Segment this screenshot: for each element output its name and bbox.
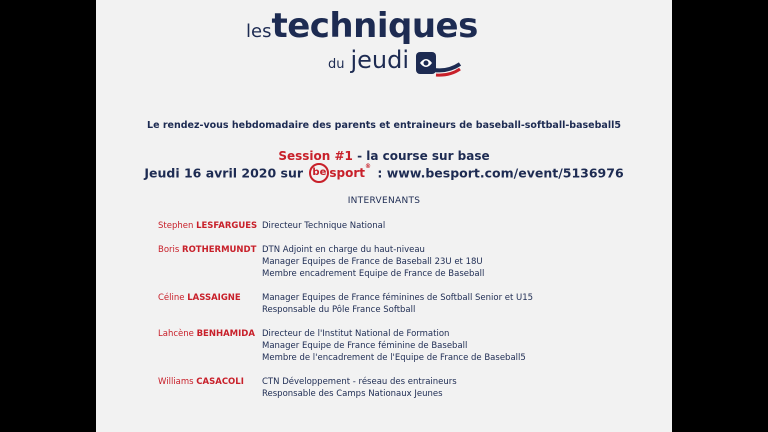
speaker-role: CTN Développement - réseau des entraineurs (262, 377, 457, 387)
speaker-roles (262, 328, 662, 364)
federation-logo-icon (414, 50, 462, 78)
logo-les: les (246, 21, 272, 42)
logo-du: du (328, 57, 345, 72)
session-label: Session #1 (278, 149, 353, 163)
speaker-name (158, 220, 262, 232)
speaker-last-name: ROTHERMUNDT (182, 245, 257, 255)
registered-icon: ® (365, 163, 372, 170)
speaker-first-name: Céline (158, 293, 185, 303)
speaker-roles (262, 220, 662, 232)
speaker-role: Membre de l'encadrement de l'Equipe de France de Baseball5 (262, 353, 526, 363)
speaker-first-name: Boris (158, 245, 180, 255)
speaker-role: Responsable des Camps Nationaux Jeunes (262, 389, 443, 399)
logo-subtitle (328, 46, 409, 74)
speaker-role: DTN Adjoint en charge du haut-niveau (262, 245, 425, 255)
event-dateline (96, 164, 672, 184)
logo-jeudi: jeudi (350, 46, 410, 74)
speaker-name (158, 244, 262, 256)
tagline: Le rendez-vous hebdomadaire des parents et entraineurs de baseball-softball-baseball5 (147, 120, 621, 131)
speaker-name (158, 328, 262, 340)
logo-techniques: techniques (271, 6, 478, 46)
speaker-roles (262, 244, 662, 280)
besport-logo-sport: sport (329, 166, 366, 180)
speaker-name (158, 376, 262, 388)
speaker-role: Manager Equipes de France de Baseball 23U et 18U (262, 257, 483, 267)
speaker-role: Responsable du Pôle France Softball (262, 305, 416, 315)
speakers-heading: INTERVENANTS (347, 196, 421, 206)
speaker-last-name: LASSAIGNE (187, 293, 241, 303)
speaker-role: Manager Equipes de France féminines de Softball Senior et U15 (262, 293, 534, 303)
besport-logo (309, 163, 371, 183)
speaker-name (158, 292, 262, 304)
speaker-roles (262, 376, 662, 400)
speaker-first-name: Williams (158, 377, 194, 387)
session-title (96, 149, 672, 163)
speaker-last-name: BENHAMIDA (196, 329, 255, 339)
logo-title (246, 6, 478, 46)
speaker-role: Manager Equipe de France féminine de Baseball (262, 341, 468, 351)
speaker-first-name: Stephen (158, 221, 194, 231)
event-url: : www.besport.com/event/5136976 (377, 165, 624, 181)
event-date: Jeudi 16 avril 2020 sur (144, 165, 304, 181)
session-topic: - la course sur base (352, 149, 490, 163)
speaker-first-name: Lahcène (158, 329, 194, 339)
besport-logo-be: be (309, 163, 329, 183)
slide (96, 0, 672, 432)
speaker-last-name: LESFARGUES (196, 221, 258, 231)
speaker-role: Directeur Technique National (262, 221, 386, 231)
speaker-role: Membre encadrement Equipe de France de Baseball (262, 269, 485, 279)
speaker-last-name: CASACOLI (196, 377, 244, 387)
speaker-roles (262, 292, 662, 316)
speaker-role: Directeur de l'Institut National de Formation (262, 329, 450, 339)
